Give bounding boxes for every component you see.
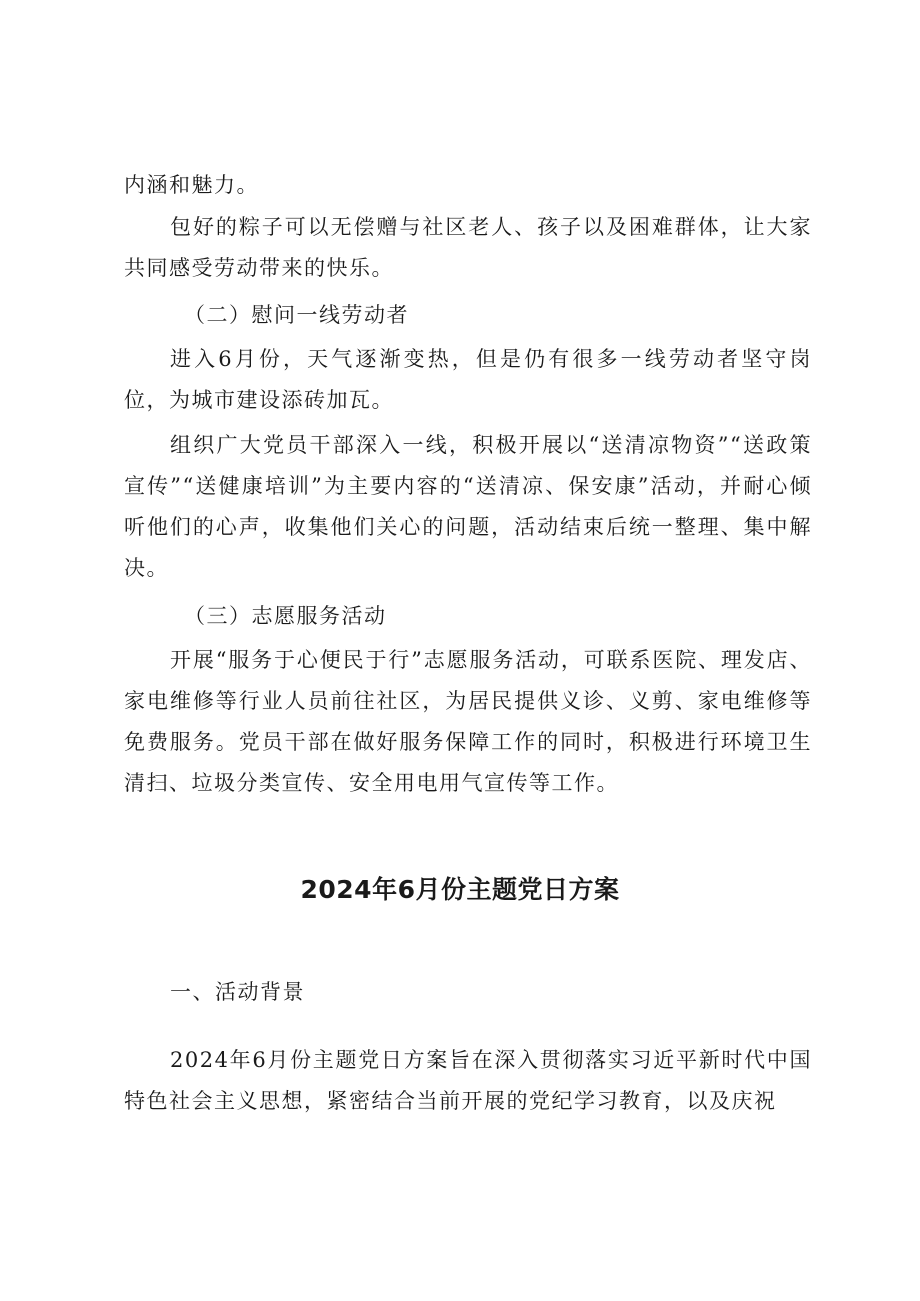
section-heading-background: 一、活动背景 — [170, 980, 305, 1004]
subheading-volunteer: （三）志愿服务活动 — [184, 604, 387, 628]
paragraph-background: 2024年6月份主题党日方案旨在深入贯彻落实习近平新时代中国特色社会主义思想，紧密结合当前开展的党纪学习教育，以及庆祝 — [124, 1048, 812, 1113]
paragraph-volunteer: 开展“服务于心便民于行”志愿服务活动，可联系医院、理发店、家电维修等行业人员前往社区，为居民提供义诊、义剪、家电维修等免费服务。党员干部在做好服务保障工作的同时，积极进行环境卫生清扫、垃圾分类宣传、安全用电用气宣传等工作。 — [124, 648, 812, 795]
paragraph-zongzi: 包好的粽子可以无偿赠与社区老人、孩子以及困难群体，让大家共同感受劳动带来的快乐。 — [124, 215, 812, 280]
paragraph-june: 进入6月份，天气逐渐变热，但是仍有很多一线劳动者坚守岗位，为城市建设添砖加瓦。 — [124, 347, 812, 412]
document-title: 2024年6月份主题党日方案 — [300, 875, 620, 904]
paragraph-organize: 组织广大党员干部深入一线，积极开展以“送清凉物资”“送政策宣传”“送健康培训”为主要内容的“送清凉、保安康”活动，并耐心倾听他们的心声，收集他们关心的问题，活动结束后统一整理、集中解决。 — [124, 433, 812, 580]
subheading-condolence: （二）慰问一线劳动者 — [184, 303, 409, 327]
paragraph-continued: 内涵和魅力。 — [124, 173, 259, 197]
